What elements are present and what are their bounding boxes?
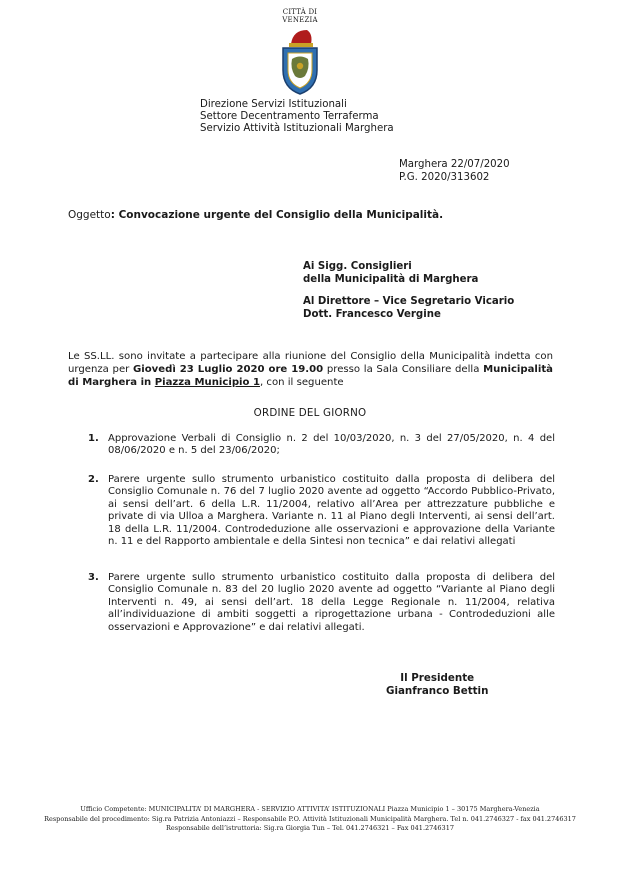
agenda-title: ORDINE DEL GIORNO <box>253 407 367 419</box>
recipient-line: Al Direttore – Vice Segretario Vicario <box>303 296 515 307</box>
recipient-director <box>303 296 514 321</box>
agenda-item-text: Parere urgente sullo strumento urbanistico costituito dalla proposta di delibera del Consiglio Comunale n. 83 del 20 luglio 2020 avente ad oggetto “Variante al Piano degli Interventi n. 49, ai sensi dell’art. 18 della Legge Regionale n. 11/2004, relativa all’individuazione di ambiti soggetti a riprogettazione urbana - Controdeduzioni alle osservazioni e Approvazione” e dai relativi allegati. <box>108 572 555 633</box>
venice-crest-icon <box>279 26 321 96</box>
recipient-line: Ai Sigg. Consiglieri <box>303 261 412 272</box>
signature-name: Gianfranco Bettin <box>386 685 489 697</box>
city-logo <box>271 8 329 96</box>
subject-text: : Convocazione urgente del Consiglio della Municipalità. <box>110 209 444 221</box>
intro-text: presso la Sala Consiliare della <box>323 364 484 375</box>
convocation-paragraph <box>68 350 553 389</box>
footer-line: Responsabile dell’istruttoria: Sig.ra Giorgia Tun – Tel. 041.2746321 – Fax 041.2746317 <box>166 824 454 832</box>
agenda-item <box>88 433 555 458</box>
subject-label: Oggetto <box>68 209 111 221</box>
agenda-item-number: 1. <box>88 433 99 444</box>
recipient-councillors <box>303 261 478 286</box>
agenda-item-number: 3. <box>88 572 99 583</box>
place-date: Marghera 22/07/2020 <box>399 159 510 170</box>
agenda-item <box>88 572 555 634</box>
agenda-item-text: Approvazione Verbali di Consiglio n. 2 del 10/03/2020, n. 3 del 27/05/2020, n. 4 del 08/06/2020 e n. 5 del 23/06/2020; <box>108 433 555 457</box>
venue-address: Piazza Municipio 1 <box>154 377 260 388</box>
recipient-line: della Municipalità di Marghera <box>303 273 479 285</box>
logo-city-line2: VENEZIA <box>282 16 318 24</box>
intro-text: , con il seguente <box>260 377 344 388</box>
recipient-line: Dott. Francesco Vergine <box>303 308 441 320</box>
signature-block <box>386 672 488 698</box>
office-line: Servizio Attività Istituzionali Marghera <box>200 123 394 134</box>
meeting-venue: Municipalità di Marghera in Piazza Municipio 1 <box>68 364 553 388</box>
logo-city-line1: CITTÀ DI <box>282 8 318 16</box>
agenda-item-number: 2. <box>88 474 99 485</box>
footer-line: Responsabile del procedimento: Sig.ra Patrizia Antoniazzi – Responsabile P.O. Attività Istituzionali Municipalità Marghera. Tel n. 041.2746327 - fax 041.2746317 <box>44 814 576 823</box>
date-block <box>399 159 510 184</box>
office-line: Settore Decentramento Terraferma <box>200 111 379 122</box>
intro-text: Le SS.LL. sono invitate a partecipare alla riunione del Consiglio della Municipalità indetta con urgenza per <box>68 351 553 375</box>
footer <box>0 805 620 834</box>
subject-line <box>68 209 443 221</box>
meeting-datetime: Giovedì 23 Luglio 2020 ore 19.00 <box>132 364 324 375</box>
protocol-number: P.G. 2020/313602 <box>399 171 490 183</box>
office-line: Direzione Servizi Istituzionali <box>200 99 347 110</box>
signature-title: Il Presidente <box>400 672 475 684</box>
footer-line: Ufficio Competente: MUNICIPALITA’ DI MARGHERA - SERVIZIO ATTIVITA’ ISTITUZIONALI Piazza Municipio 1 – 30175 Marghera-Venezia <box>80 805 540 813</box>
agenda-item <box>88 474 555 548</box>
office-header <box>200 99 500 135</box>
agenda-item-text: Parere urgente sullo strumento urbanistico costituito dalla proposta di delibera del Consiglio Comunale n. 76 del 7 luglio 2020 avente ad oggetto “Accordo Pubblico-Privato, ai sensi dell’art. 6 della L.R. 11/2004, relativo all’Area per attrezzature pubbliche e private di via Ulloa a Marghera. Variante n. 11 al Piano degli Interventi, ai sensi dell’art. 18 della L.R. 11/2004. Controdeduzione alle osservazioni e approvazione della Variante n. 11 e del Rapporto ambientale e della Sintesi non tecnica” e dai relativi allegati <box>108 474 555 548</box>
